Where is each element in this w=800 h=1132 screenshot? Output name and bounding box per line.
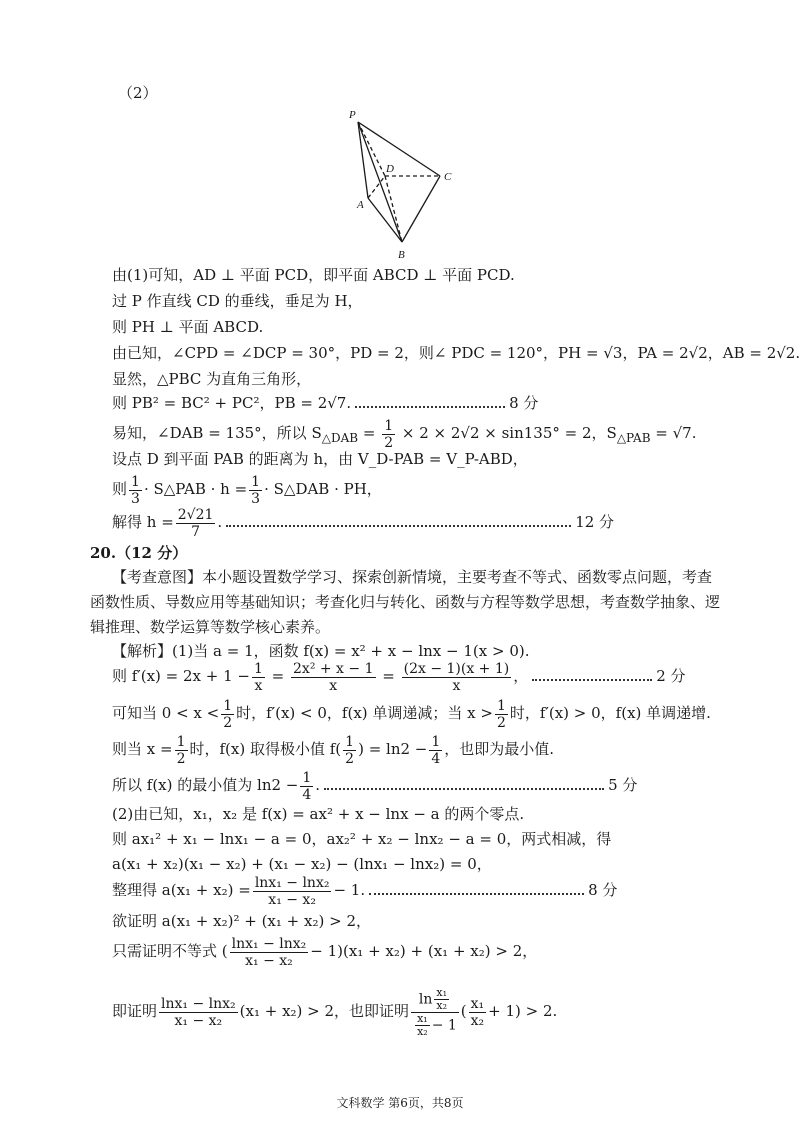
q19-line9: 则 $\frac{1}{3}$ · S△PAB · h = $\frac{1}{3}$ · S△DAB · PH， [112, 473, 382, 507]
q19-line10: 解得 h = $\frac{2√21}{7}$ . 12 分 [112, 506, 615, 540]
edge-PA [358, 122, 368, 198]
score-2: 2 分 [656, 667, 686, 685]
q20-part2-line1: (2)由已知，x₁，x₂ 是 f(x) = ax² + x − lnx − a 的两个零点. [112, 805, 525, 823]
q19-line4: 由已知，∠CPD = ∠DCP = 30°，PD = 2，则∠ PDC = 120°，PH = √3，PA = 2√2，AB = 2√2. [112, 344, 800, 362]
q20-part1-line2: 则 f′(x) = 2x + 1 − $\frac{1}{x}$ = $\frac{\text{2x² + x − 1}}{x}$ = $\frac{(2x - 1)(x + 1)}{x}$ ， 2 分 [112, 660, 686, 694]
edge-PC [358, 122, 440, 176]
q20-part2-line2: 则 ax₁² + x₁ − lnx₁ − a = 0，ax₂² + x₂ − lnx₂ − a = 0，两式相减，得 [112, 830, 612, 848]
q19-line2: 过 P 作直线 CD 的垂线，垂足为 H， [112, 292, 363, 310]
q20-intent-line1: 【考查意图】本小题设置数学学习、探索创新情境，主要考查不等式、函数零点问题，考查 [112, 568, 713, 586]
label-A: A [357, 199, 364, 211]
q20-intent-line3: 辑推理、数学运算等数学核心素养。 [90, 618, 331, 636]
q20-part1-line5: 所以 f(x) 的最小值为 ln2 − $\frac{1}{4}$ . 5 分 [112, 769, 638, 803]
q19-line5: 显然，△PBC 为直角三角形， [112, 370, 312, 388]
q19-line8: 设点 D 到平面 PAB 的距离为 h，由 V_D-PAB = V_P-ABD， [112, 450, 528, 468]
edge-BC [402, 176, 440, 242]
q20-part2-line3: a(x₁ + x₂)(x₁ − x₂) + (x₁ − x₂) − (lnx₁ − lnx₂) = 0， [112, 855, 492, 873]
label-P: P [349, 109, 356, 121]
pyramid-figure [340, 100, 470, 265]
q20-part2-line6: 只需证明不等式 ( $\frac{\text{lnx₁ − lnx₂}}{\text{x₁ − x₂}}$ − 1)(x₁ + x₂) + (x₁ + x₂) > 2， [112, 935, 538, 969]
q20-title: 20.（12 分） [90, 544, 188, 562]
q20-part2-line4: 整理得 a(x₁ + x₂) = $\frac{\text{lnx₁ − lnx₂}}{\text{x₁ − x₂}}$ − 1. 8 分 [112, 874, 618, 908]
q19-line6: 则 PB² = BC² + PC²，PB = 2√7. 8 分 [112, 394, 539, 412]
q20-intent-line2: 函数性质、导数应用等基础知识；考查化归与转化、函数与方程等数学思想，考查数学抽象、逻 [90, 593, 721, 611]
q19-line3: 则 PH ⊥ 平面 ABCD. [112, 318, 264, 336]
q19-line1: 由(1)可知，AD ⊥ 平面 PCD，即平面 ABCD ⊥ 平面 PCD. [112, 266, 515, 284]
q19-line7: 易知，∠DAB = 135°，所以 $S_{\triangle DAB}$ = $\frac{1}{2}$ × 2 × 2√2 × sin135° = 2，$S_{\triangle PAB} = √7$. [112, 417, 697, 451]
score-8-q20: 8 分 [588, 881, 618, 899]
edge-PB [358, 122, 402, 242]
label-C: C [444, 171, 452, 183]
q20-part1-line4: 则当 x = $\frac{1}{2}$ 时，f(x) 取得极小值 f( $\frac{1}{2}$ ) = ln2 − $\frac{1}{4}$ ，也即为最小值. [112, 733, 555, 767]
score-8-q19: 8 分 [509, 394, 539, 412]
label-D: D [386, 163, 394, 175]
q20-part1-line1: 【解析】(1)当 a = 1，函数 f(x) = x² + x − lnx − 1(x > 0). [112, 642, 530, 660]
label-B: B [398, 249, 405, 261]
part2-label: （2） [118, 84, 158, 102]
score-12-q19: 12 分 [575, 513, 615, 531]
score-5: 5 分 [608, 776, 638, 794]
edge-DB [385, 176, 402, 242]
q20-part2-line7: 即证明 $\frac{\text{lnx₁ − lnx₂}}{\text{x₁ − x₂}}$ (x₁ + x₂) > 2，也即证明 ln $\frac{\text{x₁}}{\text{x₂}}$ $\frac{\text{x₁}}{\text{x₂}}$ − 1 ( $\frac{\text{x₁}}{\text{x₂}}$ + 1) > 2. [112, 985, 558, 1038]
q20-part2-line5: 欲证明 a(x₁ + x₂)² + (x₁ + x₂) > 2， [112, 912, 371, 930]
q20-part1-line3: 可知当 0 < x < $\frac{1}{2}$ 时，f′(x) < 0，f(x) 单调递减；当 x > $\frac{1}{2}$ 时，f′(x) > 0，f(x) 单调递增. [112, 697, 711, 731]
page-footer: 文科数学 第6页，共8页 [336, 1096, 464, 1110]
